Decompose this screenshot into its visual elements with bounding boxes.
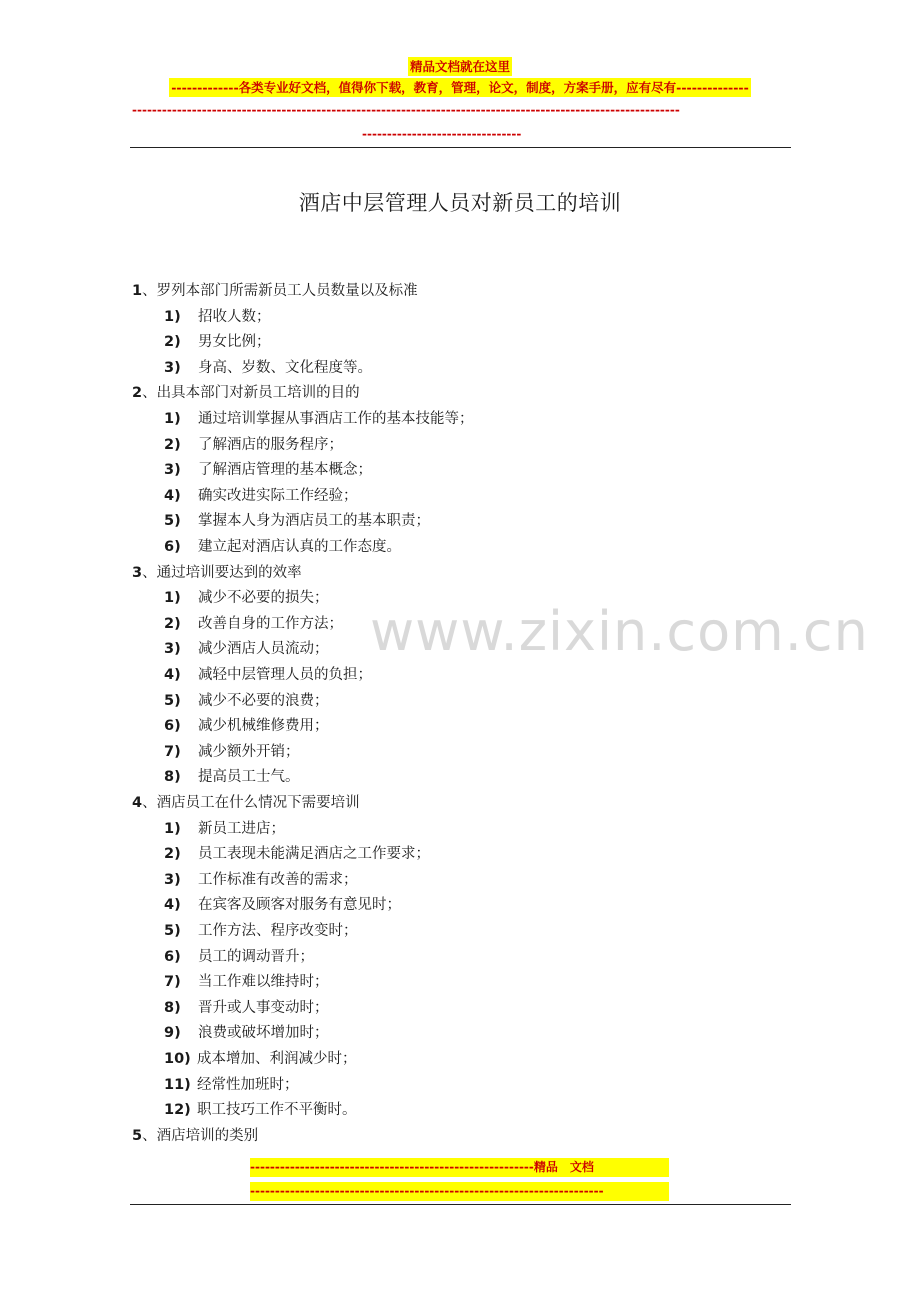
- list-item-text: 工作方法、程序改变时；: [198, 923, 358, 939]
- list-item: [164, 588, 329, 608]
- list-item-text: 减轻中层管理人员的负担；: [198, 667, 372, 683]
- list-item-number: 1): [164, 590, 181, 607]
- section-number: 2: [132, 385, 143, 402]
- list-item-number: 2): [164, 334, 181, 351]
- header-banner-line: [0, 77, 920, 97]
- list-item-text: 建立起对酒店认真的工作态度。: [198, 539, 401, 555]
- list-item-text: 当工作难以维持时；: [198, 974, 329, 991]
- section-heading: [132, 1126, 258, 1146]
- header-dash-line-2: --------------------------------: [362, 127, 522, 141]
- list-item: [164, 409, 474, 429]
- list-item-text: 确实改进实际工作经验；: [198, 487, 358, 504]
- list-item-text: 减少不必要的损失；: [198, 590, 329, 607]
- list-item: [164, 921, 358, 941]
- list-item-text: 工作标准有改善的需求；: [198, 871, 358, 888]
- list-item: [164, 716, 329, 736]
- list-item: [164, 358, 372, 378]
- list-item: [164, 435, 343, 455]
- section-number: 4: [132, 795, 143, 811]
- list-item-number: 12): [164, 1102, 191, 1119]
- list-item: [164, 332, 271, 352]
- section-heading: [132, 793, 360, 813]
- list-item-number: 5): [164, 923, 181, 939]
- list-item-number: 3): [164, 641, 181, 658]
- list-item: [164, 870, 358, 890]
- list-item-number: 3): [164, 871, 181, 888]
- list-item-number: 8): [164, 999, 181, 1016]
- section-title: 、出具本部门对新员工培训的目的: [142, 385, 360, 402]
- watermark: [370, 600, 869, 663]
- footer-line-1: ---------------------------------------------------------精品 文档: [250, 1158, 669, 1177]
- list-item-text: 掌握本人身为酒店员工的基本职责；: [198, 513, 430, 530]
- list-item: [164, 947, 314, 967]
- list-item-text: 通过培训掌握从事酒店工作的基本技能等；: [198, 411, 474, 427]
- list-item-number: 2): [164, 846, 181, 863]
- section-number: 3: [132, 564, 143, 581]
- list-item: [164, 691, 329, 711]
- section-heading: [132, 563, 302, 583]
- section-title: 、通过培训要达到的效率: [142, 564, 302, 581]
- list-item: [164, 1100, 357, 1120]
- list-item: [164, 998, 329, 1018]
- banner-line-text: -------------各类专业好文档，值得你下载，教育，管理，论文，制度，方案手册，应有尽有--------------: [171, 80, 749, 95]
- section-number: 5: [132, 1127, 143, 1144]
- header-dash-line-1: --------------------------------------------------------------------------------------------------------------: [132, 103, 680, 117]
- section-title: 、酒店培训的类别: [142, 1127, 259, 1144]
- list-item-number: 6): [164, 948, 181, 965]
- list-item-text: 晋升或人事变动时；: [198, 999, 329, 1016]
- list-item-number: 5): [164, 692, 181, 709]
- section-title: 、罗列本部门所需新员工人员数量以及标准: [142, 283, 418, 299]
- list-item: [164, 1023, 329, 1043]
- list-item: [164, 742, 300, 762]
- list-item-text: 浪费或破坏增加时；: [198, 1025, 329, 1042]
- list-item-text: 职工技巧工作不平衡时。: [197, 1102, 357, 1119]
- list-item: [164, 614, 343, 634]
- list-item-number: 4): [164, 487, 181, 504]
- list-item: [164, 537, 401, 557]
- list-item-text: 减少机械维修费用；: [198, 718, 329, 735]
- list-item: [164, 511, 430, 531]
- list-item-number: 6): [164, 539, 181, 555]
- section-heading: [132, 383, 360, 403]
- list-item-number: 5): [164, 513, 181, 530]
- list-item: [164, 767, 300, 787]
- list-item: [164, 1075, 299, 1095]
- list-item-number: 4): [164, 897, 181, 914]
- list-item: [164, 307, 271, 327]
- list-item-text: 在宾客及顾客对服务有意见时；: [198, 897, 401, 914]
- watermark-text: www.zixin.com.cn: [370, 600, 869, 663]
- top-divider: [130, 147, 791, 148]
- list-item-text: 身高、岁数、文化程度等。: [198, 359, 372, 376]
- list-item-text: 经常性加班时；: [197, 1076, 299, 1093]
- section-number: 1: [132, 283, 143, 299]
- list-item: [164, 895, 401, 915]
- list-item-text: 招收人数；: [198, 308, 271, 325]
- list-item-text: 了解酒店的服务程序；: [198, 436, 343, 453]
- list-item-text: 减少酒店人员流动；: [198, 641, 329, 658]
- banner-title-text: 精品文档就在这里: [409, 59, 510, 74]
- list-item-text: 提高员工士气。: [198, 769, 300, 786]
- list-item: [164, 665, 372, 685]
- bottom-divider: [130, 1204, 791, 1205]
- list-item: [164, 486, 358, 506]
- list-item-text: 减少额外开销；: [198, 743, 300, 760]
- list-item-number: 1): [164, 820, 181, 837]
- list-item: [164, 844, 430, 864]
- list-item-text: 减少不必要的浪费；: [198, 692, 329, 709]
- list-item-number: 2): [164, 436, 181, 453]
- list-item-number: 9): [164, 1025, 181, 1042]
- list-item-number: 2): [164, 615, 181, 632]
- list-item: [164, 819, 285, 839]
- list-item-number: 1): [164, 411, 181, 427]
- list-item-number: 7): [164, 974, 181, 991]
- list-item-text: 了解酒店管理的基本概念；: [198, 462, 372, 479]
- list-item-number: 7): [164, 743, 181, 760]
- list-item-number: 3): [164, 462, 181, 479]
- list-item: [164, 972, 329, 992]
- footer-line-2: -----------------------------------------------------------------------: [250, 1182, 669, 1201]
- list-item: [164, 639, 329, 659]
- section-heading: [132, 281, 418, 301]
- list-item: [164, 460, 372, 480]
- list-item-text: 新员工进店；: [198, 820, 285, 837]
- header-banner-title: [0, 56, 920, 76]
- document-title: 酒店中层管理人员对新员工的培训: [298, 191, 622, 215]
- list-item-number: 3): [164, 359, 181, 376]
- list-item-text: 员工表现未能满足酒店之工作要求；: [198, 846, 430, 863]
- list-item-number: 4): [164, 667, 181, 683]
- list-item-text: 员工的调动晋升；: [198, 948, 314, 965]
- list-item-number: 8): [164, 769, 181, 786]
- list-item-number: 11): [164, 1076, 191, 1093]
- list-item-number: 1): [164, 308, 181, 325]
- list-item: [164, 1049, 357, 1069]
- list-item-text: 男女比例；: [198, 334, 271, 351]
- list-item-number: 6): [164, 718, 181, 735]
- list-item-text: 改善自身的工作方法；: [198, 615, 343, 632]
- section-title: 、酒店员工在什么情况下需要培训: [142, 795, 360, 811]
- list-item-number: 10): [164, 1051, 191, 1067]
- list-item-text: 成本增加、利润减少时；: [197, 1051, 357, 1067]
